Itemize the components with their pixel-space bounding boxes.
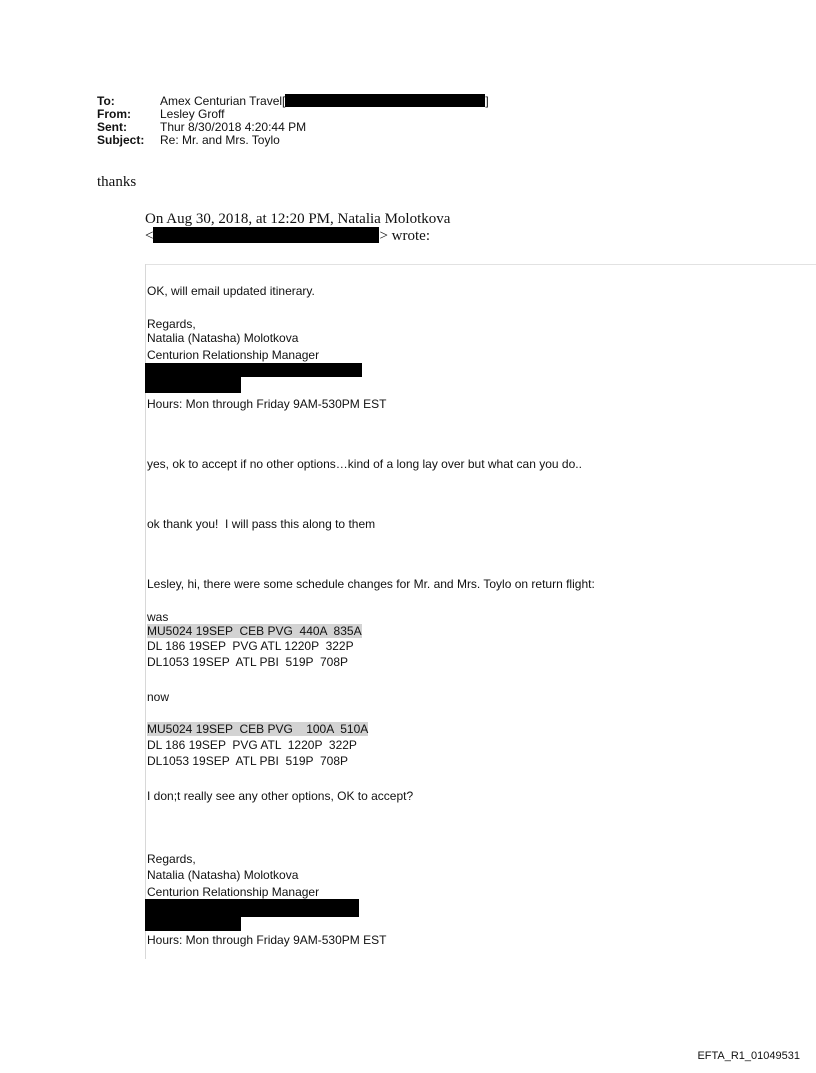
to-row	[97, 95, 489, 108]
signature-title: Centurion Relationship Manager	[147, 885, 320, 899]
email-header	[97, 95, 489, 147]
quoted-line-options: I don;t really see any other options, OK to accept?	[147, 789, 414, 803]
to-close-bracket: ]	[485, 94, 489, 108]
flight-line: DL1053 19SEP ATL PBI 519P 708P	[147, 655, 349, 669]
now-label: now	[147, 690, 170, 704]
redaction-block	[145, 917, 241, 931]
from-label: From:	[97, 107, 131, 121]
redaction-block	[285, 94, 485, 107]
signature-regards: Regards,	[147, 317, 196, 331]
reply-text: thanks	[97, 174, 137, 190]
subject-row	[97, 134, 489, 147]
redaction-block	[145, 363, 362, 377]
subject-value: Re: Mr. and Mrs. Toylo	[160, 133, 280, 147]
flight-line: DL 186 19SEP PVG ATL 1220P 322P	[147, 738, 357, 752]
to-recipient: Amex Centurian Travel[	[160, 94, 286, 108]
was-label: was	[147, 610, 169, 624]
flight-line: DL1053 19SEP ATL PBI 519P 708P	[147, 754, 349, 768]
flight-line: DL 186 19SEP PVG ATL 1220P 322P	[147, 639, 354, 653]
attribution-open: <	[145, 228, 154, 244]
signature-title: Centurion Relationship Manager	[147, 348, 320, 362]
sent-row	[97, 121, 489, 134]
quoted-line-itinerary: OK, will email updated itinerary.	[147, 284, 315, 298]
sent-label: Sent:	[97, 120, 127, 134]
signature-name: Natalia (Natasha) Molotkova	[147, 331, 299, 345]
attribution-line2	[145, 228, 450, 245]
to-label: To:	[97, 94, 115, 108]
signature-regards: Regards,	[147, 852, 196, 866]
quote-top-rule	[145, 264, 816, 265]
quoted-line-pass: ok thank you! I will pass this along to them	[147, 517, 376, 531]
signature-hours: Hours: Mon through Friday 9AM-530PM EST	[147, 933, 387, 947]
subject-label: Subject:	[97, 133, 145, 147]
from-value: Lesley Groff	[160, 107, 225, 121]
redaction-block	[153, 227, 379, 243]
quote-attribution	[145, 211, 450, 245]
redaction-block	[145, 899, 359, 917]
attribution-line1: On Aug 30, 2018, at 12:20 PM, Natalia Molotkova	[145, 211, 451, 227]
attribution-close: > wrote:	[379, 228, 430, 244]
signature-name: Natalia (Natasha) Molotkova	[147, 868, 299, 882]
flight-line-highlighted: MU5024 19SEP CEB PVG 440A 835A	[147, 624, 362, 638]
sent-value: Thur 8/30/2018 4:20:44 PM	[160, 120, 307, 134]
document-id: EFTA_R1_01049531	[697, 1050, 800, 1062]
quoted-line-accept: yes, ok to accept if no other options…kind of a long lay over but what can you do..	[147, 457, 582, 471]
flight-line-highlighted: MU5024 19SEP CEB PVG 100A 510A	[147, 722, 369, 736]
signature-hours: Hours: Mon through Friday 9AM-530PM EST	[147, 397, 387, 411]
redaction-block	[145, 377, 241, 393]
quoted-line-changes: Lesley, hi, there were some schedule changes for Mr. and Mrs. Toylo on return flight:	[147, 577, 595, 591]
